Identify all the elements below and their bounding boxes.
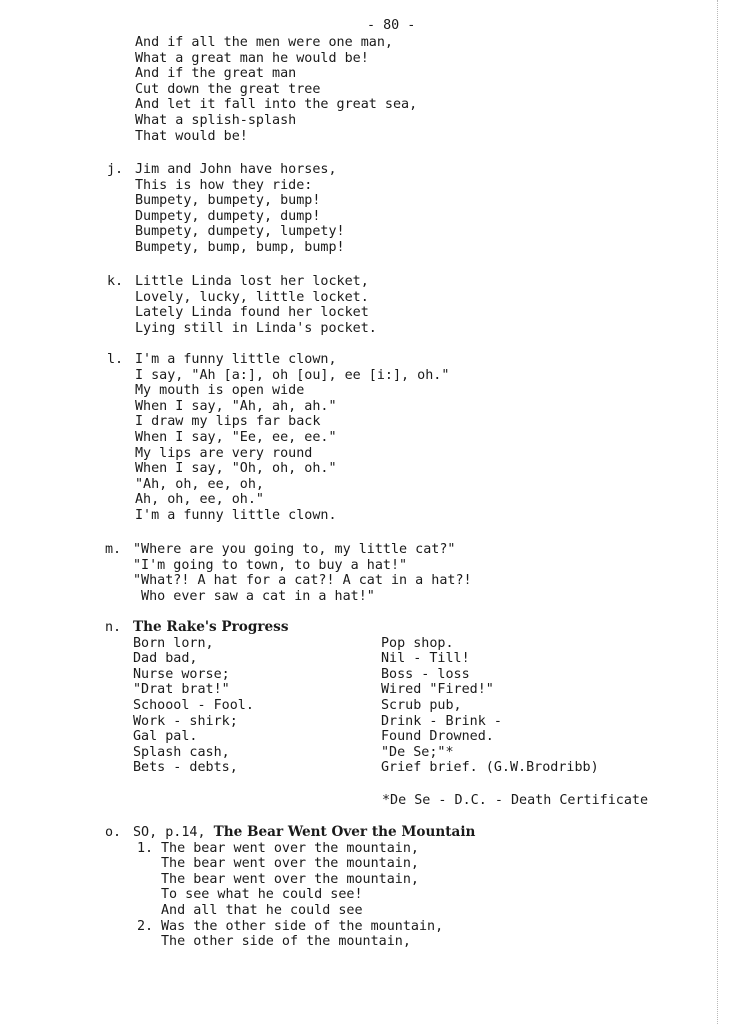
footnote: *De Se - D.C. - Death Certificate	[382, 793, 649, 808]
verse-line: Splash cash,	[133, 744, 230, 760]
verse-line: Grief brief. (G.W.Brodribb)	[381, 760, 599, 776]
verse-line: What a splish-splash	[135, 112, 297, 128]
verse-line: Ah, oh, ee, oh."	[135, 492, 264, 508]
verse-line: I'm a funny little clown.	[135, 507, 337, 523]
verse-number: 2.	[137, 918, 154, 934]
verse-line: The bear went over the mountain,	[161, 871, 419, 887]
item-n	[105, 619, 693, 776]
verse-line: Scrub pub,	[381, 697, 462, 713]
verse-line: My mouth is open wide	[135, 383, 305, 399]
item-marker: l.	[107, 352, 124, 367]
verse-line: Bumpety, bump, bump, bump!	[135, 239, 345, 255]
verse-line: The bear went over the mountain,	[161, 856, 419, 872]
verse-line: "Ah, oh, ee, oh,	[135, 476, 264, 492]
verse-line: "Drat brat!"	[133, 682, 230, 698]
verse-line: And let it fall into the great sea,	[135, 97, 418, 113]
verse-line: Work - shirk;	[133, 713, 238, 729]
verse-line: To see what he could see!	[161, 887, 363, 903]
item-marker: k.	[107, 274, 124, 289]
stanza-continued	[135, 35, 417, 144]
verse-line: Little Linda lost her locket,	[135, 274, 369, 289]
verse-line: Born lorn,	[133, 635, 214, 651]
verse-line: Jim and John have horses,	[135, 162, 337, 177]
verse-line: And all that he could see	[161, 902, 363, 918]
item-m	[105, 542, 472, 604]
item-marker: m.	[105, 542, 122, 557]
page-number: - 80 -	[367, 18, 416, 33]
item-l	[107, 352, 450, 524]
verse-line: Wired "Fired!"	[381, 682, 494, 698]
verse-line: Dumpety, dumpety, dump!	[135, 208, 321, 224]
verse-line: Dad bad,	[133, 651, 198, 667]
verse-line: Cut down the great tree	[135, 81, 321, 97]
verse-line: The other side of the mountain,	[161, 934, 411, 950]
verse-line: That would be!	[135, 128, 248, 144]
verse-line: Pop shop.	[381, 635, 454, 651]
verse-line: My lips are very round	[135, 445, 313, 461]
verse-line: When I say, "Ah, ah, ah."	[135, 398, 337, 414]
verse-line: Nurse worse;	[133, 666, 230, 682]
verse-line: Bets - debts,	[133, 760, 238, 776]
verse-line: Who ever saw a cat in a hat!"	[133, 588, 375, 604]
verse-line: "Where are you going to, my little cat?"	[133, 542, 456, 557]
verse-line: Found Drowned.	[381, 729, 494, 745]
item-j	[107, 162, 345, 256]
verse-line: Boss - loss	[381, 666, 470, 682]
right-column	[381, 636, 599, 776]
verse-line: Gal pal.	[133, 729, 198, 745]
verse-line: When I say, "Ee, ee, ee."	[135, 429, 337, 445]
verse-line: I draw my lips far back	[135, 414, 321, 430]
verse-line: I say, "Ah [a:], oh [ou], ee [i:], oh."	[135, 367, 450, 383]
verse-line: Lovely, lucky, little locket.	[135, 289, 369, 305]
verse-line: I'm a funny little clown,	[135, 352, 337, 367]
song-title: The Bear Went Over the Mountain	[213, 824, 476, 840]
item-marker: j.	[107, 162, 124, 177]
verse-line: What a great man he would be!	[135, 50, 369, 66]
verse-number: 1.	[137, 840, 154, 856]
verse-line: Nil - Till!	[381, 651, 470, 667]
verse-line: Drink - Brink -	[381, 713, 502, 729]
item-marker: o.	[105, 825, 122, 840]
verse-line: Bumpety, bumpety, bump!	[135, 193, 321, 209]
song-heading	[133, 825, 475, 841]
verse-line: Bumpety, dumpety, lumpety!	[135, 224, 345, 240]
verse-line: And if the great man	[135, 66, 297, 82]
verse-1	[137, 840, 503, 919]
verse-line: When I say, "Oh, oh, oh."	[135, 461, 337, 477]
verse-line: "I'm going to town, to buy a hat!"	[133, 557, 408, 573]
verse-line: This is how they ride:	[135, 177, 313, 193]
verse-2	[137, 918, 503, 950]
song-reference: SO, p.14,	[133, 825, 206, 840]
item-marker: n.	[105, 620, 122, 635]
verse-line: Lately Linda found her locket	[135, 305, 369, 321]
item-k	[107, 274, 377, 336]
verse-line: Lying still in Linda's pocket.	[135, 320, 377, 336]
verse-line: "What?! A hat for a cat?! A cat in a hat?!	[133, 573, 472, 589]
two-column-poem	[133, 636, 693, 776]
verse-line: Was the other side of the mountain,	[161, 918, 444, 934]
verse-line: "De Se;"*	[381, 744, 454, 760]
verse-line: And if all the men were one man,	[135, 35, 393, 50]
item-o	[105, 824, 476, 950]
verse-line: Schoool - Fool.	[133, 697, 254, 713]
poem-title: The Rake's Progress	[133, 619, 289, 635]
verse-line: The bear went over the mountain,	[161, 840, 419, 856]
